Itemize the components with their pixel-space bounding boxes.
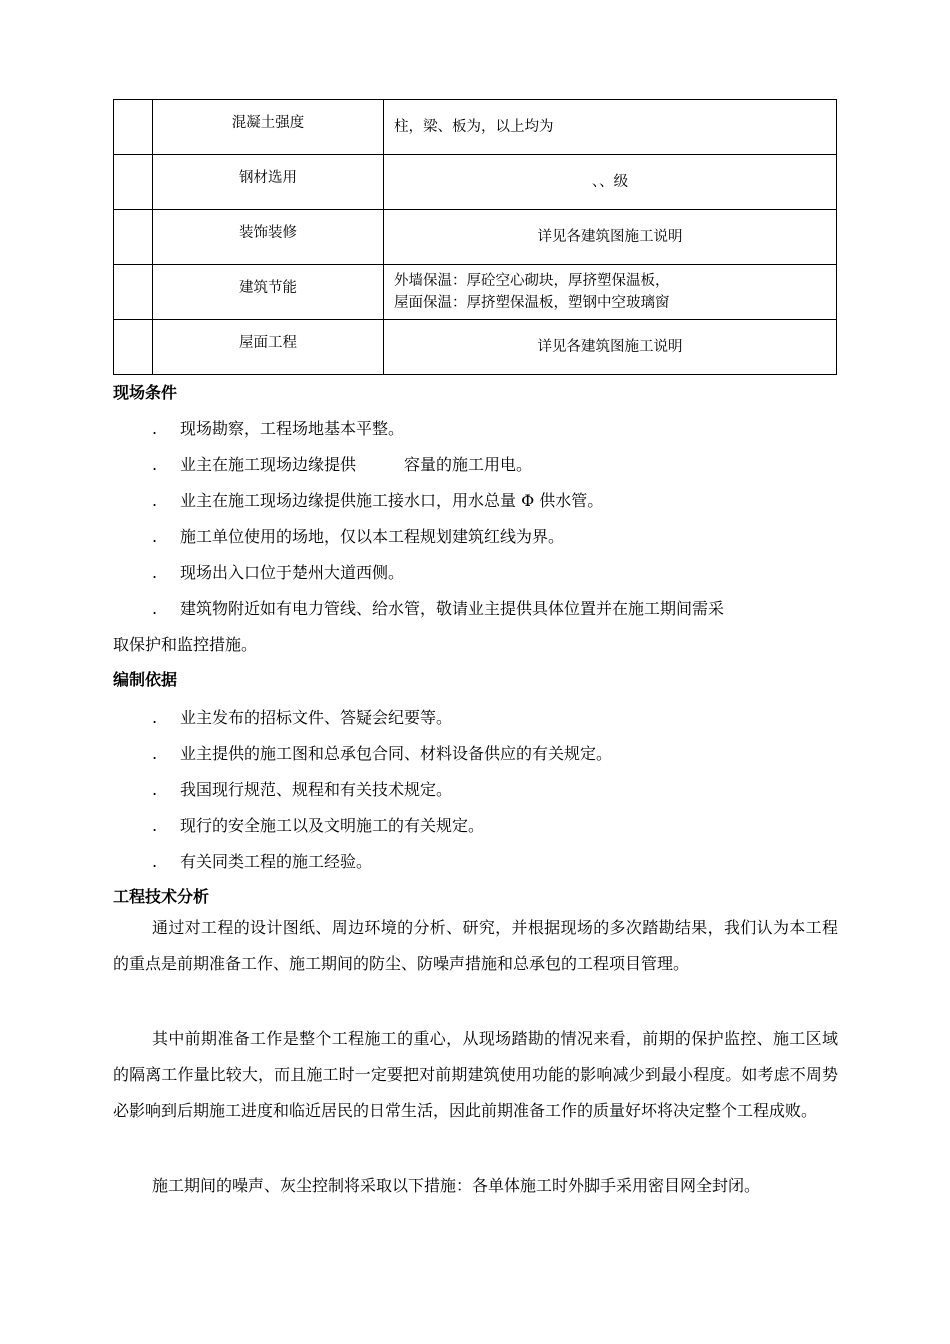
value-cell: 、、级 xyxy=(384,155,837,210)
list-item: . 业主提供的施工图和总承包合同、材料设备供应的有关规定。 xyxy=(152,744,613,763)
item-cell: 钢材选用 xyxy=(153,155,384,210)
list-item: . 现场出入口位于楚州大道西侧。 xyxy=(152,563,405,582)
item-cell: 混凝土强度 xyxy=(153,100,384,155)
table-row xyxy=(114,155,837,210)
list-item: . 建筑物附近如有电力管线、给水管，敬请业主提供具体位置并在施工期间需采 xyxy=(152,599,725,618)
list-item: . 业主在施工现场边缘提供 容量的施工用电。 xyxy=(152,455,533,474)
spec-table xyxy=(113,99,837,375)
item-cell: 建筑节能 xyxy=(153,265,384,320)
value-cell: 外墙保温：厚砼空心砌块，厚挤塑保温板， 屋面保温：厚挤塑保温板，塑钢中空玻璃窗 xyxy=(384,265,837,320)
section-heading-basis: 编制依据 xyxy=(113,670,178,689)
table-row xyxy=(114,210,837,265)
paragraph: 施工期间的噪声、灰尘控制将采取以下措施：各单体施工时外脚手采用密目网全封闭。 xyxy=(152,1176,761,1195)
index-cell xyxy=(114,100,153,155)
list-item: . 我国现行规范、规程和有关技术规定。 xyxy=(152,780,453,799)
list-item: . 现行的安全施工以及文明施工的有关规定。 xyxy=(152,816,485,835)
table-row xyxy=(114,265,837,320)
list-item: . 现场勘察，工程场地基本平整。 xyxy=(152,419,405,438)
paragraph: 其中前期准备工作是整个工程施工的重心，从现场踏勘的情况来看，前期的保护监控、施工区域的隔离工作量比较大，而且施工时一定要把对前期建筑使用功能的影响减少到最小程度。如考虑不周势必影响到后期施工进度和临近居民的日常生活，因此前期准备工作的质量好坏将决定整个工程成败。 xyxy=(113,1029,838,1120)
section-heading-analysis: 工程技术分析 xyxy=(113,887,210,906)
list-item: . 业主发布的招标文件、答疑会纪要等。 xyxy=(152,708,453,727)
index-cell xyxy=(114,210,153,265)
item-cell: 装饰装修 xyxy=(153,210,384,265)
list-item: . 业主在施工现场边缘提供施工接水口，用水总量 Φ 供水管。 xyxy=(152,491,604,510)
item-cell: 屋面工程 xyxy=(153,320,384,375)
table-row xyxy=(114,320,837,375)
list-item-continuation: 取保护和监控措施。 xyxy=(113,635,258,654)
value-cell: 详见各建筑图施工说明 xyxy=(384,320,837,375)
value-cell: 柱，梁、板为，以上均为 xyxy=(384,100,837,155)
paragraph: 通过对工程的设计图纸、周边环境的分析、研究，并根据现场的多次踏勘结果，我们认为本工程的重点是前期准备工作、施工期间的防尘、防噪声措施和总承包的工程项目管理。 xyxy=(113,918,838,973)
value-cell: 详见各建筑图施工说明 xyxy=(384,210,837,265)
list-item: . 施工单位使用的场地，仅以本工程规划建筑红线为界。 xyxy=(152,527,565,546)
index-cell xyxy=(114,155,153,210)
section-heading-site-conditions: 现场条件 xyxy=(113,383,178,402)
index-cell xyxy=(114,320,153,375)
index-cell xyxy=(114,265,153,320)
table-row xyxy=(114,100,837,155)
list-item: . 有关同类工程的施工经验。 xyxy=(152,852,373,871)
